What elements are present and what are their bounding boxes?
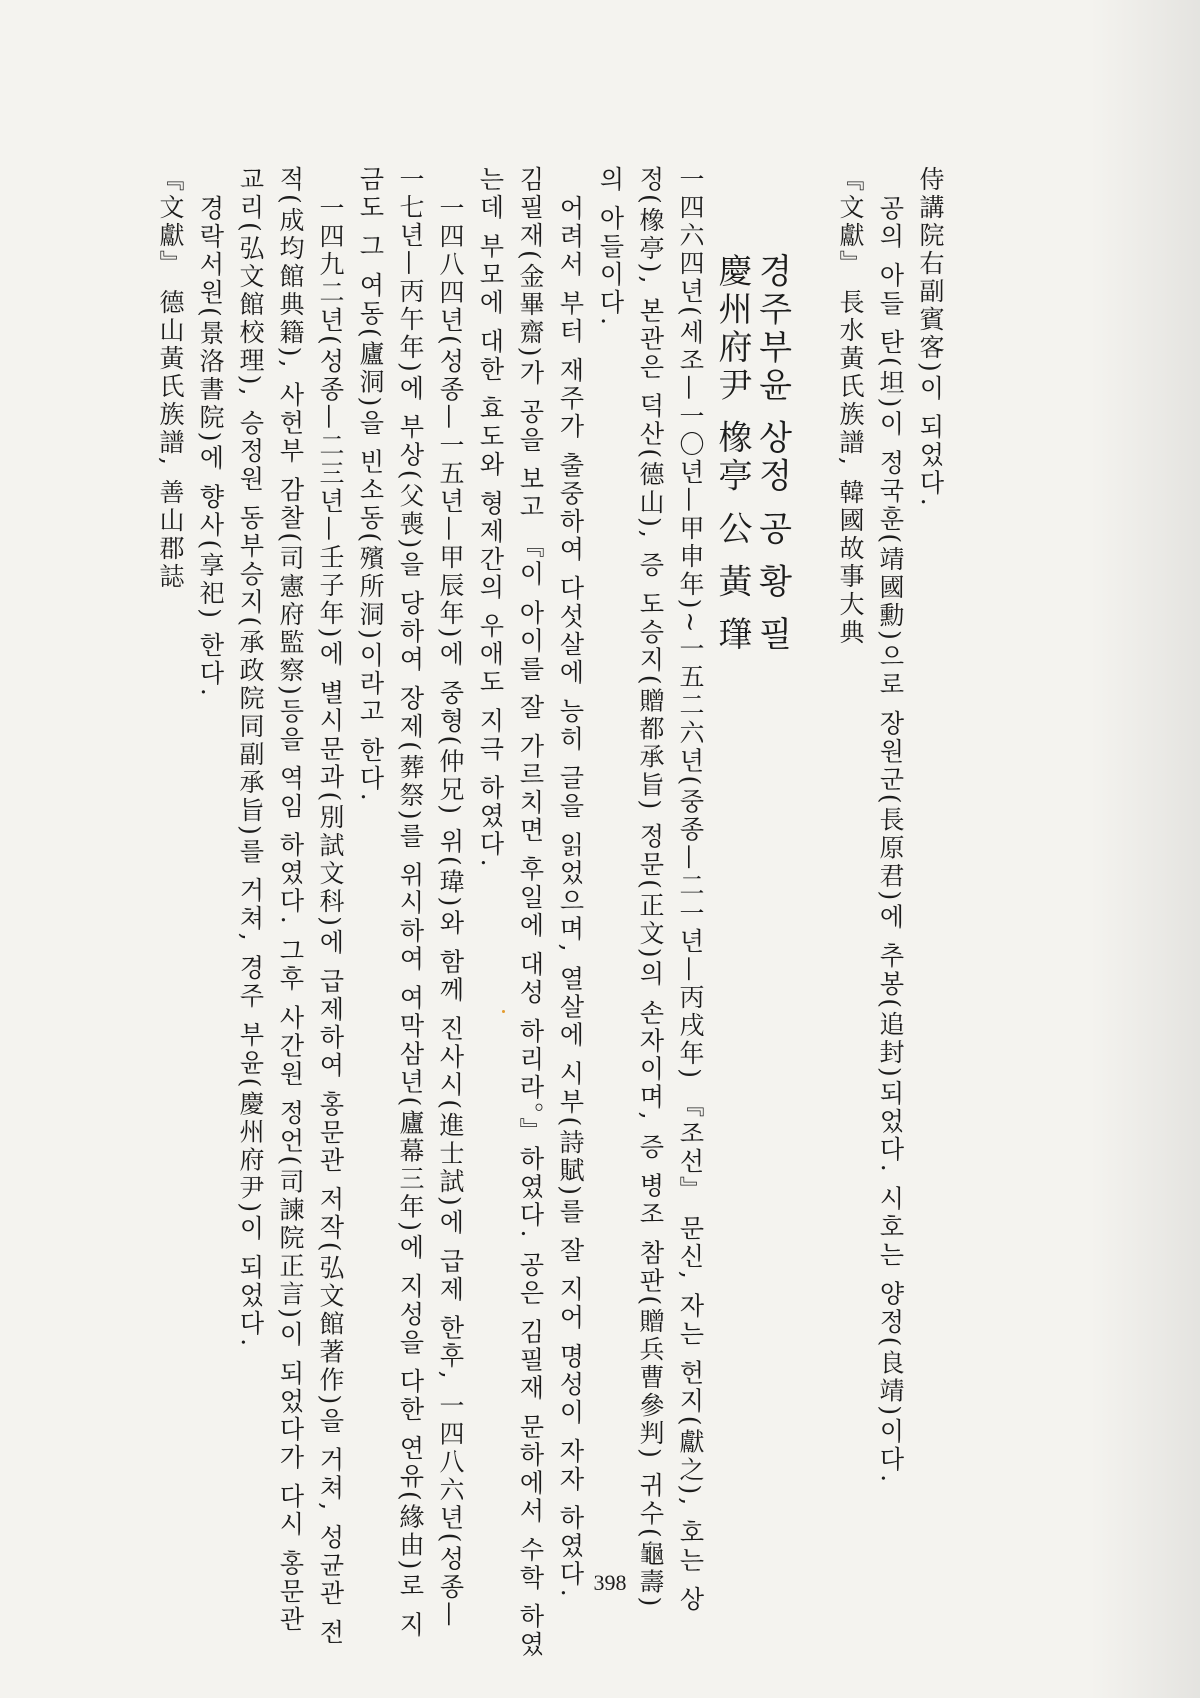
text-column-3: 一四六四년(세조—一〇년—甲申年)~一五二六년(중종—二一년—丙戌年) 『조선』 문신, 자는 헌지(獻之), 호는 상 <box>676 166 705 1615</box>
citation-column-1: 『文獻』 長水黃氏族譜, 韓國故事大典 <box>836 166 865 647</box>
text-column-13: 적(成均館典籍), 사헌부 감찰(司憲府監察)등을 역임 하였다. 그후 사간원 정언(司諫院正言)이 되었다가 다시 홍문관 <box>276 166 305 1634</box>
text-column-7: 김필재(金畢齋)가 공을 보고 『이 아이를 잘 가르치면 후일에 대성 하리라。』하였다. 공은 김필재 문하에서 수학 하였 <box>516 166 545 1660</box>
text-column-12: 一四九二년(성종—二三년—壬子年)에 별시문과(別試文科)에 급제하여 홍문관 저작(弘文館著作)을 거쳐, 성균관 전 <box>316 195 345 1648</box>
text-column-15: 경락서원(景洛書院)에 향사(享祀) 한다. <box>196 195 225 699</box>
section-title-hanja: 慶州府尹 橡亭 公 黃 㻶 <box>712 253 752 655</box>
facing-page-bleed <box>1090 0 1200 1698</box>
text-column-4: 정(橡亭), 본관은 덕산(德山), 증 도승지(贈都承旨) 정문(正文)의 손자이며, 증 병조 참판(贈兵曹參判) 귀수(龜壽) <box>636 166 665 1610</box>
citation-column-2: 『文獻』 德山黃氏族譜, 善山郡誌 <box>156 166 185 591</box>
text-column-11: 금도 그 여동(廬洞)을 빈소동(殯所洞)이라고 한다. <box>356 166 385 804</box>
text-column-8: 는데 부모에 대한 효도와 형제간의 우애도 지극 하였다. <box>476 166 505 870</box>
text-column-5: 의 아들이다. <box>596 166 625 328</box>
text-column-14: 교리(弘文館校理), 승정원 동부승지(承政院同副承旨)를 거쳐, 경주 부윤(慶州府尹)이 되었다. <box>236 166 265 1350</box>
page-number: 398 <box>593 1570 627 1595</box>
text-column-9: 一四八四년(성종—一五년—甲辰年)에 중형(仲兄) 위(瑋)와 함께 진사시(進士試)에 급제 한후, 一四八六년(성종— <box>436 195 465 1630</box>
section-title-hangul: 경주부윤 상정 공 황 필 <box>752 253 792 655</box>
text-column-2: 공의 아들 탄(坦)이 정국훈(靖國勳)으로 장원군(長原君)에 추봉(追封)되었다. 시호는 양정(良靖)이다. <box>876 195 905 1486</box>
ink-speck <box>502 1010 505 1013</box>
text-column-10: 一七년—丙午年)에 부상(父喪)을 당하여 장제(葬祭)를 위시하여 여막삼년(廬幕三年)에 지성을 다한 연유(緣由)로 지 <box>396 166 425 1640</box>
text-column-6: 어려서 부터 재주가 출중하여 다섯살에 능히 글을 읽었으며, 열살에 시부(詩賦)를 잘 지어 명성이 자자 하였다. <box>556 195 585 1600</box>
text-column-1: 侍講院右副賓客)이 되었다. <box>916 166 945 509</box>
